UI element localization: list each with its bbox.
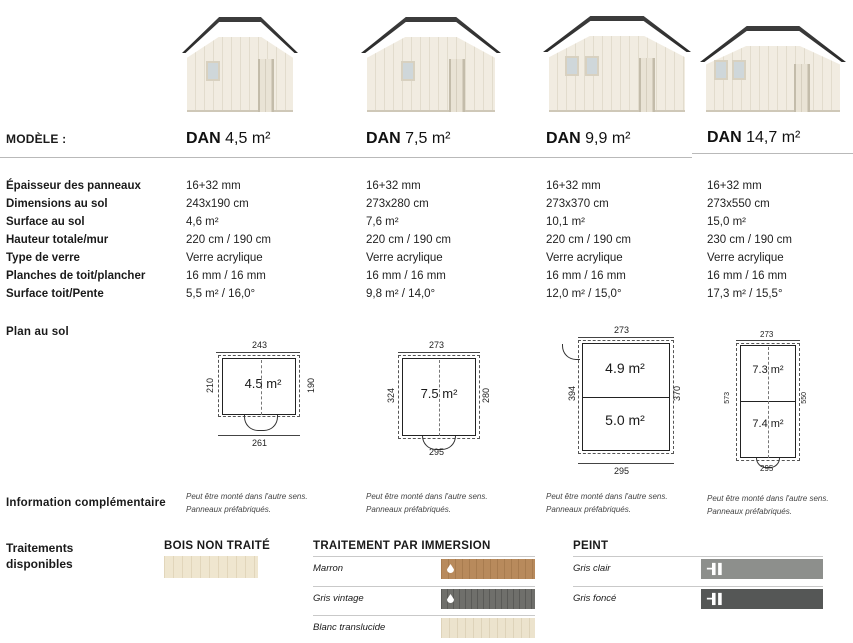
swatch-gris-clair	[701, 559, 823, 579]
swatch-label: Gris clair	[573, 563, 611, 574]
info-note-dan-9-9	[546, 490, 668, 516]
shed-image-dan-14-7	[700, 26, 846, 112]
info-line: Peut être monté dans l'autre sens.	[546, 492, 668, 501]
swatch-gris-fonce	[701, 589, 823, 609]
immersion-row-marron	[313, 556, 535, 580]
spec-value: 16 mm / 16 mm	[707, 270, 787, 282]
swatch-gris-vintage	[441, 589, 535, 609]
plan-area: 4.5 m²	[244, 376, 282, 391]
plan-dim-bottom: 295	[760, 464, 774, 473]
model-prefix: DAN	[546, 130, 581, 147]
spec-value: 16 mm / 16 mm	[366, 270, 446, 282]
spec-value: 230 cm / 190 cm	[707, 234, 793, 246]
spec-value: 7,6 m²	[366, 216, 399, 228]
paint-heading: PEINT	[573, 540, 609, 552]
spec-label: Surface au sol	[6, 216, 85, 228]
spec-value: 10,1 m²	[546, 216, 585, 228]
model-prefix: DAN	[707, 129, 742, 146]
info-note-dan-14-7	[707, 492, 829, 518]
swatch-label: Gris vintage	[313, 593, 364, 604]
paint-row-gris-clair	[573, 556, 823, 580]
spec-value: 220 cm / 190 cm	[546, 234, 632, 246]
swatch-blanc-translucide	[441, 618, 535, 638]
spec-column-dan-4-5	[186, 177, 271, 303]
spec-value: 15,0 m²	[707, 216, 746, 228]
shed-image-dan-9-9	[543, 16, 691, 112]
spec-value: Verre acrylique	[366, 252, 443, 264]
swatch-marron	[441, 559, 535, 579]
spec-value: 12,0 m² / 15,0°	[546, 288, 622, 300]
spec-value: 273x370 cm	[546, 198, 609, 210]
spec-value: 16+32 mm	[707, 180, 762, 192]
plan-area: 7.3 m²	[752, 364, 784, 376]
info-line: Peut être monté dans l'autre sens.	[186, 492, 308, 501]
plan-label: Plan au sol	[6, 326, 69, 338]
spec-value: 220 cm / 190 cm	[186, 234, 272, 246]
plan-dim-right: 550	[801, 392, 808, 404]
info-line: Panneaux préfabriqués.	[366, 505, 451, 514]
model-name-dan-9-9	[546, 130, 630, 148]
shed-image-dan-4-5	[182, 17, 298, 112]
plan-area: 7.4 m²	[752, 418, 784, 430]
info-line: Peut être monté dans l'autre sens.	[707, 494, 829, 503]
spec-label: Épaisseur des panneaux	[6, 180, 141, 192]
plan-area: 5.0 m²	[605, 412, 645, 428]
plan-dim-top: 243	[252, 340, 268, 350]
spec-value: 16 mm / 16 mm	[546, 270, 626, 282]
model-name-dan-4-5	[186, 130, 270, 148]
spec-label: Surface toit/Pente	[6, 288, 104, 300]
spec-value: 16+32 mm	[366, 180, 421, 192]
model-size: 14,7 m²	[746, 129, 801, 146]
spec-label: Type de verre	[6, 252, 80, 264]
model-size: 7,5 m²	[405, 130, 451, 147]
plan-dim-bottom: 295	[429, 447, 445, 457]
plan-dim-right: 370	[672, 386, 682, 402]
treatments-title-line: disponibles	[6, 557, 73, 571]
spec-value: 16+32 mm	[546, 180, 601, 192]
plan-area: 7.5 m²	[420, 386, 458, 401]
spec-value: Verre acrylique	[186, 252, 263, 264]
header-divider-right	[692, 153, 853, 154]
info-note-dan-4-5	[186, 490, 308, 516]
floor-plan-dan-7-5	[384, 338, 496, 458]
spec-value: 220 cm / 190 cm	[366, 234, 452, 246]
plan-dim-left: 324	[386, 388, 396, 404]
plan-dim-top: 273	[760, 330, 774, 339]
paint-brush-icon: ━▌▌	[707, 594, 725, 605]
treatments-title-line: Traitements	[6, 541, 74, 555]
model-label: MODÈLE :	[6, 132, 67, 146]
info-line: Panneaux préfabriqués.	[546, 505, 631, 514]
untreated-swatch	[164, 556, 258, 578]
model-name-dan-7-5	[366, 130, 450, 148]
header-divider	[0, 157, 692, 158]
spec-value: 17,3 m² / 15,5°	[707, 288, 783, 300]
info-line: Panneaux préfabriqués.	[707, 507, 792, 516]
spec-label: Dimensions au sol	[6, 198, 108, 210]
floor-plan-dan-9-9	[562, 324, 688, 476]
untreated-heading: BOIS NON TRAITÉ	[164, 540, 271, 552]
spec-column-dan-9-9	[546, 177, 631, 303]
plan-dim-bottom: 261	[252, 438, 268, 448]
spec-value: 4,6 m²	[186, 216, 219, 228]
spec-labels	[6, 177, 181, 303]
info-line: Peut être monté dans l'autre sens.	[366, 492, 488, 501]
plan-dim-right: 280	[481, 388, 491, 404]
swatch-label: Marron	[313, 563, 344, 574]
spec-value: 273x280 cm	[366, 198, 429, 210]
model-size: 4,5 m²	[225, 130, 271, 147]
drop-icon	[447, 594, 454, 603]
paint-row-gris-fonce	[573, 586, 823, 610]
spec-label: Planches de toit/plancher	[6, 270, 146, 282]
floor-plan-dan-14-7	[722, 330, 814, 476]
drop-icon	[447, 564, 454, 573]
info-note-dan-7-5	[366, 490, 488, 516]
spec-value: Verre acrylique	[707, 252, 784, 264]
spec-value: Verre acrylique	[546, 252, 623, 264]
model-prefix: DAN	[366, 130, 401, 147]
plan-dim-top: 273	[429, 340, 445, 350]
info-line: Panneaux préfabriqués.	[186, 505, 271, 514]
plan-dim-top: 273	[614, 325, 630, 335]
spec-value: 243x190 cm	[186, 198, 249, 210]
paint-brush-icon: ━▌▌	[707, 564, 725, 575]
spec-value: 5,5 m² / 16,0°	[186, 288, 256, 300]
spec-column-dan-7-5	[366, 177, 451, 303]
immersion-heading: TRAITEMENT PAR IMMERSION	[313, 540, 491, 552]
spec-column-dan-14-7	[707, 177, 792, 303]
spec-value: 16 mm / 16 mm	[186, 270, 266, 282]
immersion-row-blanc-translucide	[313, 615, 535, 639]
model-size: 9,9 m²	[585, 130, 631, 147]
swatch-label: Gris foncé	[573, 593, 617, 604]
spec-value: 16+32 mm	[186, 180, 241, 192]
floor-plan-dan-4-5	[200, 338, 322, 453]
spec-value: 273x550 cm	[707, 198, 770, 210]
model-name-dan-14-7	[707, 129, 800, 147]
treatments-title	[6, 540, 73, 572]
plan-dim-left: 210	[205, 378, 215, 394]
shed-image-dan-7-5	[361, 17, 501, 112]
plan-area: 4.9 m²	[605, 360, 645, 376]
immersion-row-gris-vintage	[313, 586, 535, 610]
plan-dim-right: 190	[306, 378, 316, 394]
model-prefix: DAN	[186, 130, 221, 147]
info-label: Information complémentaire	[6, 497, 166, 509]
plan-dim-left: 573	[724, 392, 731, 404]
plan-dim-bottom: 295	[614, 466, 630, 476]
swatch-label: Blanc translucide	[313, 622, 386, 633]
spec-value: 9,8 m² / 14,0°	[366, 288, 436, 300]
plan-dim-left: 394	[567, 386, 577, 402]
spec-label: Hauteur totale/mur	[6, 234, 109, 246]
